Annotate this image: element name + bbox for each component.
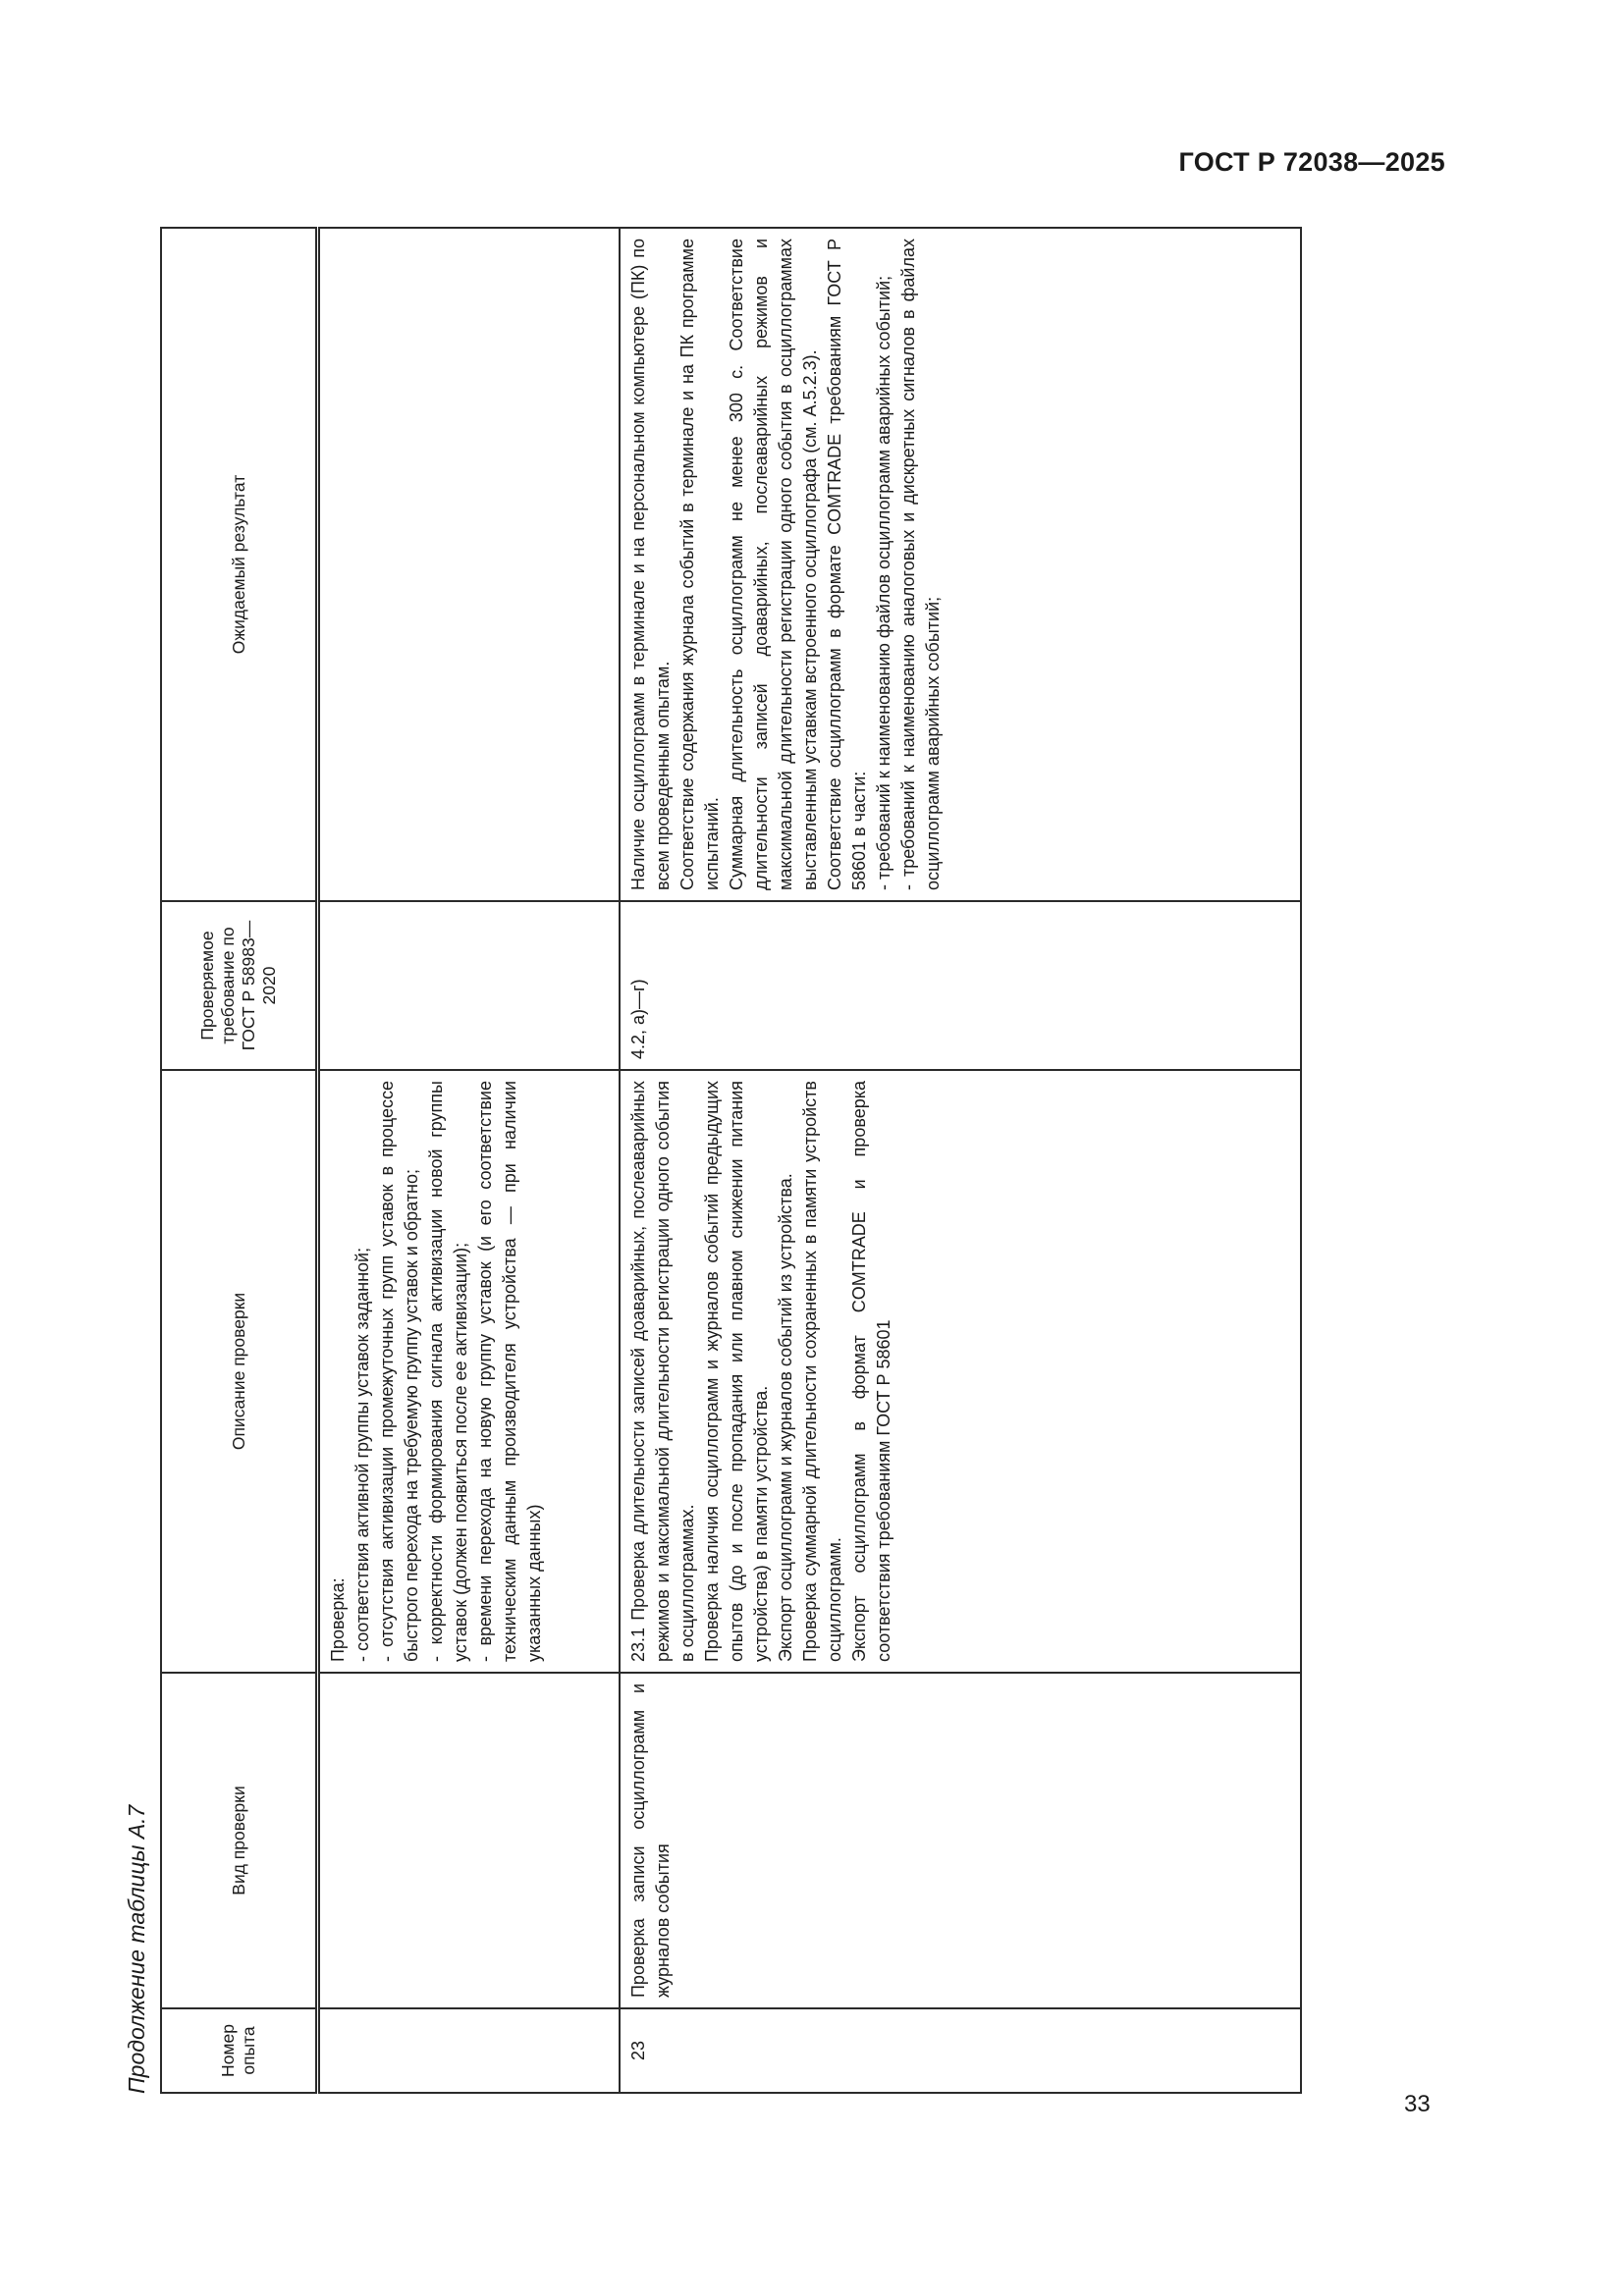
description-line: Проверка: — [328, 1577, 348, 1662]
description-line: - корректности формирования сигнала активизации новой группы уставок (должен появиться после ее активизации); — [426, 1081, 470, 1662]
cell-description — [620, 1070, 1301, 1673]
col-header-number: Номер опыта — [161, 2008, 318, 2093]
cell-type: Проверка записи осциллограмм и журналов события — [620, 1673, 1301, 2008]
description-line: - соответствия активной группы уставок заданной; — [352, 1247, 372, 1662]
results-table — [160, 227, 1302, 2094]
cell-expected — [620, 228, 1301, 901]
description-line: Проверка суммарной длительности сохраненных в памяти устройств осциллограмм. — [800, 1081, 844, 1662]
expected-line: - требований к наименованию аналоговых и дискретных сигналов в файлах осциллограмм аварийных событий; — [898, 239, 943, 890]
expected-line: Наличие осциллограмм в терминале и на персональном компьютере (ПК) по всем проведенным опытам. — [628, 239, 673, 890]
cell-number — [318, 2008, 621, 2093]
expected-line: Суммарная длительность осциллограмм не менее 300 с. Соответствие длительности записей доаварийных, послеаварийных режимов и максимальной длительности регистрации одного события в осциллограммах выставленным уставкам встроенного осциллографа (см. А.5.2.3). — [727, 239, 820, 890]
cell-requirement — [318, 901, 621, 1070]
table-caption: Продолжение таблицы А.7 — [124, 1804, 149, 2094]
cell-description — [318, 1070, 621, 1673]
description-line: Экспорт осциллограмм и журналов событий из устройства. — [776, 1173, 795, 1662]
table-header-row — [161, 228, 318, 2093]
table-row — [620, 228, 1301, 2093]
document-id: ГОСТ Р 72038—2025 — [1178, 147, 1445, 177]
col-header-expected: Ожидаемый результат — [161, 228, 318, 901]
description-line: - отсутствия активизации промежуточных групп уставок в процессе быстрого перехода на требуемую группу уставок и обратно; — [377, 1081, 421, 1662]
table-row — [318, 228, 621, 2093]
cell-expected — [318, 228, 621, 901]
expected-line: Соответствие осциллограмм в формате COMTRADE требованиям ГОСТ Р 58601 в части: — [825, 239, 869, 890]
expected-line: Соответствие содержания журнала событий в терминале и на ПК программе испытаний. — [677, 239, 722, 890]
cell-number: 23 — [620, 2008, 1301, 2093]
page-number: 33 — [1404, 2091, 1431, 2117]
description-line: Проверка наличия осциллограмм и журналов событий предыдущих опытов (до и после пропадания или плавном снижении питания устройства) в памяти устройства. — [702, 1081, 771, 1662]
expected-line: - требований к наименованию файлов осциллограмм аварийных событий; — [874, 275, 893, 890]
cell-type — [318, 1673, 621, 2008]
rotated-table-block — [116, 229, 1363, 2094]
description-line: 23.1 Проверка длительности записей доаварийных, послеаварийных режимов и максимальной длительности регистрации одного события в осциллограммах. — [628, 1081, 697, 1662]
description-line: Экспорт осциллограмм в формат COMTRADE и проверка соответствия требованиям ГОСТ Р 58601 — [849, 1081, 893, 1662]
description-line: - времени перехода на новую группу уставок (и его соответствие техническим данным производителя устройства — при наличии указанных данных) — [475, 1081, 544, 1662]
col-header-requirement: Проверяемое требование по ГОСТ Р 58983—2020 — [161, 901, 318, 1070]
col-header-description: Описание проверки — [161, 1070, 318, 1673]
cell-requirement: 4.2, а)—г) — [620, 901, 1301, 1070]
col-header-type: Вид проверки — [161, 1673, 318, 2008]
